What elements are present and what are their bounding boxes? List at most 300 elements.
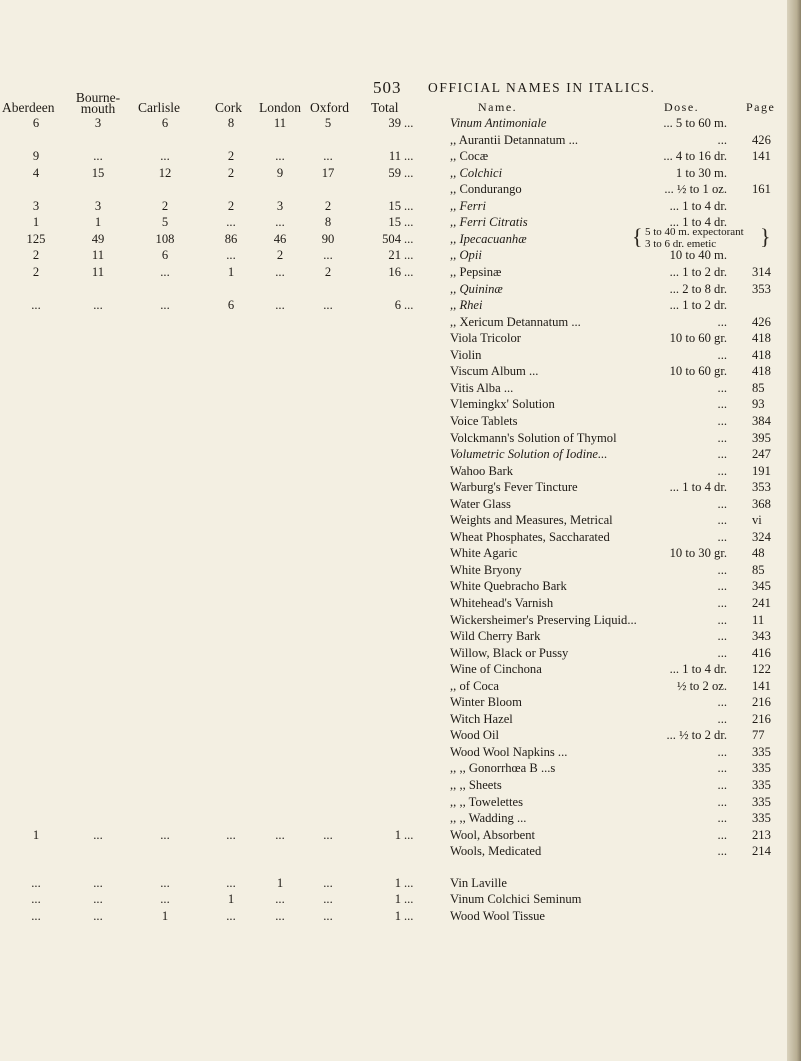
page-ref: 418 [752,364,771,379]
page-ref: 368 [752,496,771,511]
count-total: 1 [394,875,401,890]
dose-value: ... [717,347,727,362]
count-cell: ... [323,908,333,923]
entry-name: ,, Condurango [450,182,522,197]
leader-dots: ... [404,265,414,279]
dose-value: ... [717,711,727,726]
dose-value: ... [717,811,727,826]
page-heading: OFFICIAL NAMES IN ITALICS. [428,80,656,95]
dose-value: ... 1 to 4 dr. [669,662,727,677]
entry-name: Voice Tablets [450,413,518,428]
count-cell: 2 [276,248,284,263]
page-ref: 314 [752,265,771,279]
entry-name: Willow, Black or Pussy [450,645,569,660]
count-cell: 2 [161,198,169,213]
page-ref: 216 [752,695,771,710]
entry-name: ,, Cocæ [450,149,489,164]
entry-name: Viscum Album ... [450,364,539,379]
entry-name: Wool, Absorbent [450,827,536,842]
count-cell: 90 [321,231,335,246]
count-cell: ... [275,149,285,164]
count-cell: 1 [32,827,40,842]
entry-name: Vinum Colchici Seminum [450,892,582,907]
leader-dots: ... [404,231,414,246]
entry-row [0,892,801,908]
count-cell: ... [226,827,236,842]
count-total: 16 [388,265,401,279]
header-bournemouth-line2: mouth [80,101,116,116]
count-cell: ... [275,298,285,313]
entry-row [0,712,801,728]
entry-row [0,133,801,149]
entry-row [0,662,801,678]
entry-name: ,, Opii [450,248,482,263]
count-cell: ... [226,908,236,923]
count-cell: 8 [227,116,235,130]
entry-name: ,, Ferri Citratis [450,215,528,230]
count-cell: ... [160,827,170,842]
entry-row [0,265,801,281]
count-cell: ... [93,908,103,923]
count-cell: 3 [276,198,284,213]
dose-note [645,226,744,250]
entry-row [0,199,801,215]
leader-dots: ... [404,892,414,907]
dose-value: 10 to 30 gr. [669,546,727,561]
count-total: 1 [394,908,401,923]
count-cell: 9 [276,165,284,180]
count-cell: 15 [91,165,105,180]
leader-dots: ... [404,116,414,130]
dose-value: ... [717,447,727,461]
dose-line-expectorant: 5 to 40 m. expectorant [645,225,744,238]
count-cell: ... [275,908,285,923]
entry-row [0,116,801,132]
count-cell: 1 [276,875,284,890]
entry-name: Wood Wool Tissue [450,908,546,923]
entry-row [0,679,801,695]
leader-dots: ... [404,149,414,164]
page-ref: 48 [752,546,765,561]
page-ref: vi [752,513,762,528]
count-total: 504 [382,231,401,246]
page-ref: 345 [752,579,771,594]
entry-row [0,513,801,529]
entry-name: White Quebracho Bark [450,579,567,594]
count-cell: 2 [227,198,235,213]
page-ref: 418 [752,331,771,346]
dose-value: ... 4 to 16 dr. [663,149,727,164]
entry-row [0,629,801,645]
entry-name: Wickersheimer's Preserving Liquid... [450,612,637,627]
dose-value: ½ to 2 oz. [676,678,727,693]
dose-value: ... [717,463,727,478]
header-oxford: Oxford [310,100,349,115]
dose-value: ... [717,513,727,528]
entry-row [0,546,801,562]
count-cell: ... [323,298,333,313]
entry-row [0,182,801,198]
count-cell: 6 [227,298,235,313]
dose-value: ... [717,761,727,776]
entry-name: ,, Colchici [450,165,503,180]
count-cell: ... [93,875,103,890]
entry-row [0,223,801,250]
page-ref: 11 [752,612,765,627]
entry-name: ,, Ipecacuanhæ [450,231,527,246]
page-ref: 85 [752,562,765,577]
page-ref: 214 [752,844,771,859]
count-cell: ... [93,892,103,907]
count-cell: 3 [94,116,102,130]
dose-value: ... [717,596,727,610]
entry-name: Wools, Medicated [450,844,542,859]
leader-dots: ... [404,827,414,842]
page-ref: 213 [752,827,771,842]
count-total: 59 [388,165,401,180]
dose-value: ... [717,629,727,644]
count-cell: ... [226,215,236,230]
entry-row [0,530,801,546]
page-ref: 384 [752,413,771,428]
count-cell: ... [226,875,236,890]
page-ref: 335 [752,744,771,759]
count-cell: ... [275,215,285,230]
page-ref: 426 [752,132,771,147]
page-ref: 416 [752,645,771,660]
entry-name: Volckmann's Solution of Thymol [450,430,617,445]
entry-name: ,, Rhei [450,298,483,313]
page-binding-edge [787,0,801,1061]
count-cell: ... [323,827,333,842]
dose-value: ... 1 to 2 dr. [669,265,727,279]
entry-name: Water Glass [450,496,511,511]
entry-name: Wood Oil [450,728,500,743]
dose-value: ... [717,827,727,842]
dose-value: ... [717,413,727,428]
entry-name: Wahoo Bark [450,463,513,478]
count-cell: ... [31,908,41,923]
dose-value: ... [717,645,727,660]
entry-row [0,497,801,513]
page-ref: 247 [752,447,771,461]
count-cell: ... [160,892,170,907]
count-cell: 125 [26,231,46,246]
count-cell: ... [275,265,285,279]
entry-row [0,811,801,827]
page-ref: 216 [752,711,771,726]
entry-name: Vlemingkx' Solution [450,397,555,412]
entry-row [0,315,801,331]
page-ref: 335 [752,761,771,776]
entry-row [0,331,801,347]
count-total: 1 [394,892,401,907]
header-page: Page [746,100,776,114]
entry-row [0,447,801,463]
count-cell: 2 [324,265,332,279]
entry-name: Vitis Alba ... [450,380,514,395]
page-ref: 335 [752,811,771,826]
header-london: London [259,100,301,115]
entry-name: Witch Hazel [450,711,513,726]
count-cell: ... [31,892,41,907]
count-cell: ... [323,149,333,164]
count-cell: 8 [324,215,332,230]
header-dose: Dose. [664,100,700,114]
entry-name: ,, ,, Gonorrhœa B ...s [450,761,556,776]
dose-value: ... [717,314,727,329]
count-cell: 46 [273,231,287,246]
dose-value: ... [717,132,727,147]
dose-value: 10 to 60 gr. [669,364,727,379]
count-cell: ... [275,892,285,907]
dose-value: ... [717,695,727,710]
entry-row [0,381,801,397]
page-ref: 395 [752,430,771,445]
dose-value: 10 to 60 gr. [669,331,727,346]
dose-value: ... [717,612,727,627]
dose-value: ... [717,778,727,792]
entry-row [0,464,801,480]
leader-dots: ... [404,165,414,180]
page-ref: 353 [752,281,771,296]
header-aberdeen: Aberdeen [2,100,55,115]
dose-value: ... [717,380,727,395]
dose-value: ... ½ to 1 oz. [664,182,727,197]
count-cell: 5 [324,116,332,130]
count-cell: ... [275,827,285,842]
entry-name: ,, ,, Towelettes [450,794,524,809]
count-cell: 3 [94,198,102,213]
count-total: 1 [394,827,401,842]
entry-name: White Agaric [450,546,518,561]
entry-row [0,282,801,298]
dose-value: ... 1 to 4 dr. [669,480,727,495]
dose-value: ... ½ to 2 dr. [666,728,727,743]
entry-name: ,, Xericum Detannatum ... [450,314,581,329]
entry-name: ,, of Coca [450,678,499,693]
entry-name: ,, Pepsinæ [450,265,502,279]
entry-row [0,431,801,447]
entry-name: Volumetric Solution of Iodine... [450,447,608,461]
count-total: 11 [388,149,401,164]
dose-value: ... [717,397,727,412]
header-total: Total [371,100,399,115]
page-ref: 353 [752,480,771,495]
count-cell: 1 [94,215,102,230]
count-total: 15 [388,215,401,230]
dose-value: ... [717,430,727,445]
page-ref: 343 [752,629,771,644]
entry-row [0,596,801,612]
entry-row [0,761,801,777]
count-cell: ... [323,875,333,890]
header-cork: Cork [215,100,242,115]
count-cell: 108 [155,231,175,246]
entry-name: Warburg's Fever Tincture [450,480,578,495]
dose-value: ... [717,579,727,594]
count-cell: 5 [161,215,169,230]
count-total: 6 [394,298,401,313]
count-cell: ... [226,248,236,263]
page-ref: 122 [752,662,771,677]
count-cell: 1 [161,908,169,923]
count-cell: ... [93,298,103,313]
dose-value: ... [717,844,727,859]
entry-name: White Bryony [450,562,522,577]
count-cell: ... [323,248,333,263]
entry-row [0,613,801,629]
count-cell: ... [31,298,41,313]
count-cell: ... [93,149,103,164]
count-cell: 6 [32,116,40,130]
page-ref: 335 [752,794,771,809]
entry-row [0,248,801,264]
entry-row [0,364,801,380]
entry-row [0,828,801,844]
entry-row [0,728,801,744]
entry-row [0,166,801,182]
count-cell: ... [93,827,103,842]
entry-row [0,745,801,761]
page-ref: 141 [752,678,771,693]
entry-name: Winter Bloom [450,695,522,710]
count-cell: 2 [32,265,40,279]
count-cell: 86 [224,231,238,246]
entry-name: Wild Cherry Bark [450,629,541,644]
count-cell: 1 [227,892,235,907]
entry-row [0,480,801,496]
count-cell: 6 [161,248,169,263]
count-cell: 2 [227,165,235,180]
page-ref: 418 [752,347,771,362]
leader-dots: ... [404,908,414,923]
entry-name: Wheat Phosphates, Saccharated [450,529,610,544]
count-cell: 1 [227,265,235,279]
entry-name: Wood Wool Napkins ... [450,744,568,759]
count-cell: 11 [273,116,287,130]
entry-row [0,909,801,925]
entry-name: ,, Aurantii Detannatum ... [450,132,579,147]
page-ref: 426 [752,314,771,329]
page-ref: 324 [752,529,771,544]
page-ref: 161 [752,182,771,197]
page-ref: 93 [752,397,765,412]
entry-row [0,298,801,314]
entry-name: ,, ,, Wadding ... [450,811,527,826]
header-name: Name. [478,100,518,114]
count-cell: 2 [324,198,332,213]
entry-row [0,695,801,711]
page-ref: 191 [752,463,771,478]
dose-value: ... [717,562,727,577]
entry-row [0,397,801,413]
dose-value: 1 to 30 m. [675,165,727,180]
count-cell: 6 [161,116,169,130]
header-carlisle: Carlisle [138,100,180,115]
entry-name: ,, Quininæ [450,281,503,296]
dose-value: ... 1 to 2 dr. [669,298,727,313]
dose-brace-left: { [632,223,643,249]
page-ref: 85 [752,380,765,395]
dose-value: ... [717,529,727,544]
count-cell: ... [160,298,170,313]
page-ref: 241 [752,596,771,610]
dose-brace-right: } [760,223,771,249]
entry-name: Whitehead's Varnish [450,596,554,610]
leader-dots: ... [404,198,414,213]
page-ref: 141 [752,149,771,164]
count-cell: 11 [91,265,105,279]
entry-row [0,348,801,364]
count-cell: ... [160,875,170,890]
count-cell: ... [160,149,170,164]
count-cell: 49 [91,231,105,246]
count-cell: 4 [32,165,40,180]
count-cell: 9 [32,149,40,164]
dose-value: ... [717,794,727,809]
count-total: 39 [388,116,401,130]
count-cell: 2 [32,248,40,263]
entry-name: Violin [450,347,482,362]
header-bournemouth-line1: Bourne- [75,90,121,105]
count-cell: 17 [321,165,335,180]
leader-dots: ... [404,215,414,230]
count-cell: 1 [32,215,40,230]
count-cell: 3 [32,198,40,213]
dose-value: ... 5 to 60 m. [663,116,727,130]
count-cell: ... [323,892,333,907]
dose-value: ... 1 to 4 dr. [669,198,727,213]
count-cell: ... [160,265,170,279]
count-total: 15 [388,198,401,213]
entry-name: Vin Laville [450,875,507,890]
entry-row [0,778,801,794]
entry-name: Weights and Measures, Metrical [450,513,613,528]
page-number: 503 [373,78,402,97]
count-cell: ... [31,875,41,890]
count-cell: 12 [158,165,172,180]
page-ref: 77 [752,728,765,743]
entry-row [0,844,801,860]
entry-row [0,414,801,430]
dose-value: ... 1 to 4 dr. [669,215,727,230]
entry-name: ,, ,, Sheets [450,778,502,792]
leader-dots: ... [404,298,414,313]
leader-dots: ... [404,248,414,263]
entry-row [0,149,801,165]
dose-line-emetic: 3 to 6 dr. emetic [645,237,717,250]
dose-value: ... [717,744,727,759]
count-cell: 11 [91,248,105,263]
count-total: 21 [388,248,401,263]
leader-dots: ... [404,875,414,890]
entry-row [0,579,801,595]
dose-value: 10 to 40 m. [669,248,727,263]
page-ref: 335 [752,778,771,792]
entry-name: Viola Tricolor [450,331,521,346]
entry-name: Vinum Antimoniale [450,116,547,130]
entry-name: ,, Ferri [450,198,487,213]
entry-row [0,646,801,662]
entry-name: Wine of Cinchona [450,662,542,677]
count-cell: 2 [227,149,235,164]
entry-row [0,563,801,579]
entry-row [0,876,801,892]
dose-value: ... [717,496,727,511]
dose-value: ... 2 to 8 dr. [669,281,727,296]
entry-row [0,795,801,811]
